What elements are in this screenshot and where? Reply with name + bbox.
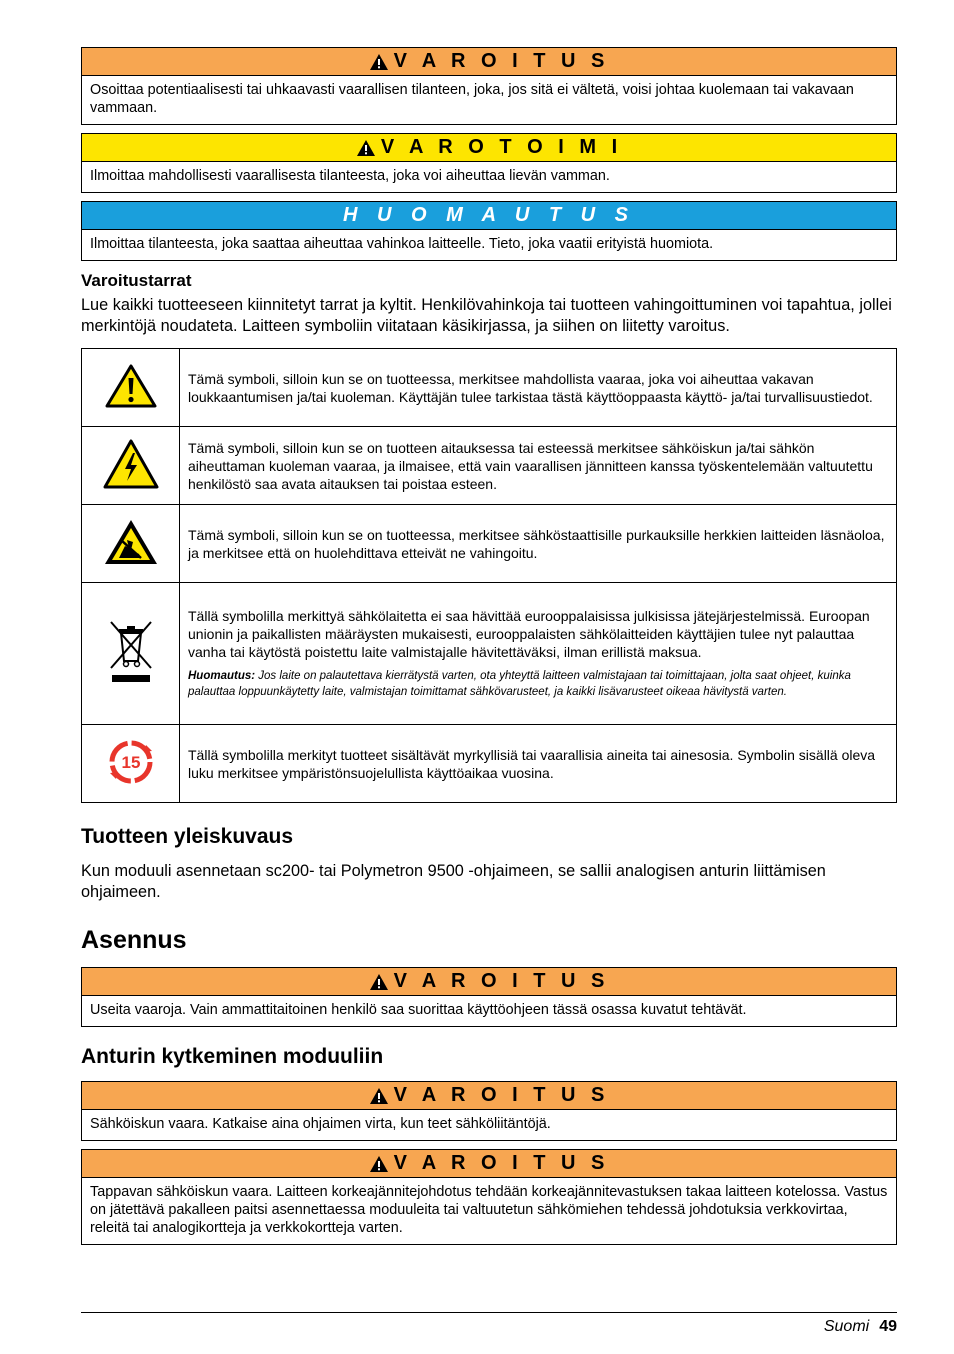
symbol-description-cell (180, 583, 897, 725)
warning-header (82, 48, 896, 76)
efup-15-icon (106, 737, 156, 787)
symbol-description: Tällä symbolilla merkittyä sähkölaitetta ei saa hävittää eurooppalaisissa julkisissa jätejärjestelmissä. Euroopan unionin ja paikallisten määräysten mukaisesti, eurooppalaisten sähkölaitteiden käyttäjien tulee nyt palauttaa vanha tai käytöstä poistettu laite valmistajalle hävitettäväksi, ilman erillistä maksua. (188, 608, 870, 660)
symbol-description: Tällä symbolilla merkityt tuotteet sisältävät myrkyllisiä tai vaarallisia aineita tai ainesosia. Symbolin sisällä oleva luku merkitsee ympäristönsuojelullista käyttöaikaa vuosina. (180, 725, 897, 803)
warning-triangle-icon (369, 1087, 389, 1105)
weee-crossed-bin-icon (106, 619, 156, 685)
caution-text: Ilmoittaa mahdollisesti vaarallisesta tilanteesta, joka voi aiheuttaa lievän vamman. (90, 168, 610, 184)
connect-heading: Anturin kytkeminen moduuliin (81, 1045, 384, 1068)
notice-text: Ilmoittaa tilanteesta, joka saattaa aiheuttaa vahinkoa laitteelle. Tieto, joka vaatii erityistä huomiota. (90, 236, 714, 252)
caution-box (81, 133, 897, 193)
page-content (81, 47, 897, 1253)
general-warning-icon (105, 364, 157, 408)
note-text: Jos laite on palautettava kierrätystä varten, ota yhteyttä laitteen valmistajaan tai toimittajaan, jolta saat ohjeet, kuinka palauttaa loppuunkäytetty laite, valmistajan toimittamat sähkövarusteet, ja kaikki lisävarusteet oikeaa hävitystä varten. (188, 670, 851, 698)
warning-triangle-icon (356, 139, 376, 157)
warning-header (82, 1082, 896, 1110)
caution-header (82, 134, 896, 162)
installation-heading: Asennus (81, 926, 187, 954)
warning-triangle-icon (369, 53, 389, 71)
warning-header (82, 1150, 896, 1178)
warning-title: V A R O I T U S (393, 970, 610, 992)
warning-triangle-icon (369, 1155, 389, 1173)
warning-box (81, 1149, 897, 1245)
warning-box (81, 47, 897, 125)
warning-title: V A R O I T U S (393, 1152, 610, 1174)
symbol-description: Tämä symboli, silloin kun se on tuotteen aitauksessa tai esteessä merkitsee sähköiskun ja/tai sähkön aiheuttaman kuoleman vaaraa, ja ilmaisee, että vain vaarallisen jännitteen kanssa työskentelemään valtuutettu henkilöstö saa avata aitauksen tai poistaa esteen. (180, 427, 897, 505)
note-label: Huomautus: (188, 670, 256, 682)
symbol-cell (82, 725, 180, 803)
warning-text: Sähköiskun vaara. Katkaise aina ohjaimen virta, kun teet sähköliitäntöjä. (90, 1116, 551, 1132)
symbol-description: Tämä symboli, silloin kun se on tuotteessa, merkitsee sähköstaattisille purkauksille herkkien laitteiden läsnäoloa, ja merkitsee että on huolehdittava etteivät ne vahingoitu. (180, 505, 897, 583)
page-number: 49 (879, 1318, 897, 1335)
table-row (82, 427, 897, 505)
table-row (82, 583, 897, 725)
esd-sensitive-icon (103, 518, 159, 566)
symbol-cell (82, 583, 180, 725)
warning-box (81, 1081, 897, 1141)
symbol-cell (82, 427, 180, 505)
electrical-shock-icon (103, 439, 159, 489)
table-row (82, 349, 897, 427)
warning-text: Tappavan sähköiskun vaara. Laitteen korkeajännitejohdotus tehdään korkeajännitevastuksen takaa laitteen kotelossa. Vastus on jätettävä pakalleen paitsi asennettaessa moduuleita tai valtuutetun sähkömiehen tehdessä johdotuksia verkkovirtaa, releitä tai analogikortteja ja verkkokortteja varten. (90, 1184, 888, 1236)
labels-heading: Varoitustarrat (81, 271, 192, 290)
efup-number: 15 (121, 752, 140, 772)
overview-text: Kun moduuli asennetaan sc200- tai Polymetron 9500 -ohjaimeen, se sallii analogisen anturin liittämisen ohjaimeen. (81, 862, 826, 901)
symbols-table (81, 348, 897, 803)
overview-heading: Tuotteen yleiskuvaus (81, 825, 294, 848)
weee-note (188, 668, 888, 700)
footer-language: Suomi (823, 1318, 870, 1335)
warning-box (81, 967, 897, 1027)
warning-triangle-icon (369, 973, 389, 991)
notice-box (81, 201, 897, 261)
notice-title: H U O M A U T U S (343, 204, 635, 226)
page-footer (81, 1312, 897, 1336)
warning-text: Osoittaa potentiaalisesti tai uhkaavasti vaarallisen tilanteen, joka, jos sitä ei vältetä, voisi johtaa kuolemaan tai vakavaan vammaan. (90, 82, 854, 116)
warning-text: Useita vaaroja. Vain ammattitaitoinen henkilö saa suorittaa käyttöohjeen tässä osassa kuvatut tehtävät. (90, 1002, 747, 1018)
labels-intro: Lue kaikki tuotteeseen kiinnitetyt tarrat ja kyltit. Henkilövahinkoja tai tuotteen vahingoittuminen voi tapahtua, jollei merkintöjä noudateta. Laitteen symboliin viitataan käsikirjassa, ja siihen on liitetty varoitus. (81, 296, 892, 335)
caution-title: V A R O T O I M I (380, 136, 623, 158)
symbol-cell (82, 349, 180, 427)
symbol-cell (82, 505, 180, 583)
notice-header (82, 202, 896, 230)
symbol-description: Tämä symboli, silloin kun se on tuotteessa, merkitsee mahdollista vaaraa, joka voi aiheuttaa vakavan loukkaantumisen ja/tai kuoleman. Käyttäjän tulee tarkistaa tästä käyttöoppaasta käyttö- ja/tai turvallisuustiedot. (180, 349, 897, 427)
warning-title: V A R O I T U S (393, 50, 610, 72)
warning-header (82, 968, 896, 996)
warning-title: V A R O I T U S (393, 1084, 610, 1106)
table-row (82, 505, 897, 583)
table-row (82, 725, 897, 803)
